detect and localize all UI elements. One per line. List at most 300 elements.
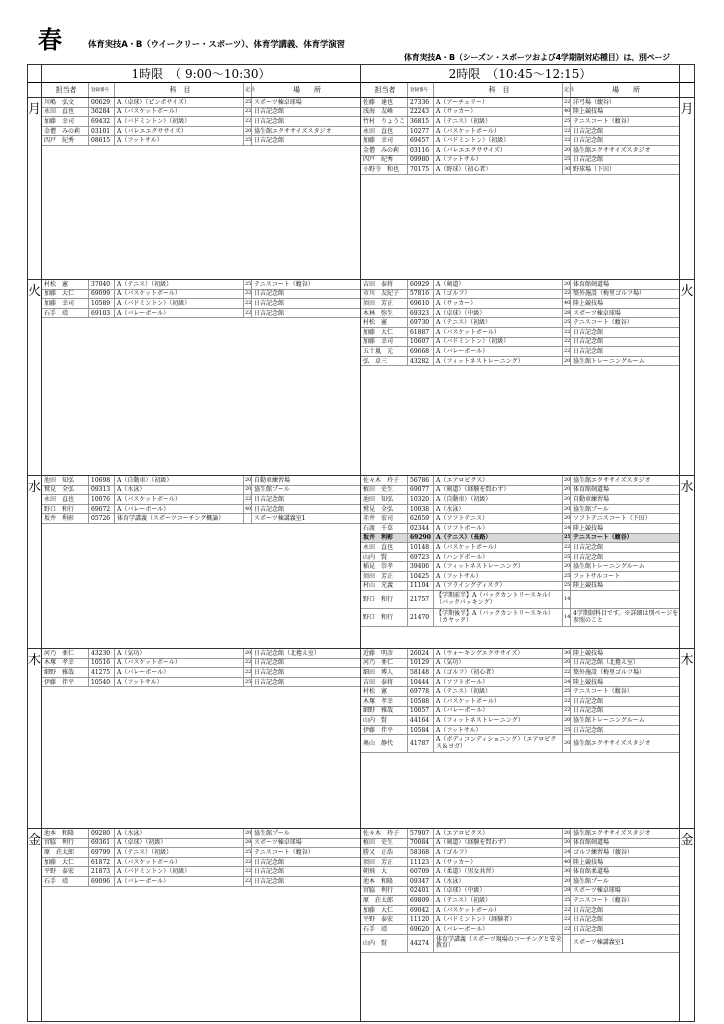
- course-code: 62659: [407, 514, 433, 523]
- course-subject: A（フライングディスク）: [433, 582, 562, 591]
- course-num: 22: [564, 127, 571, 134]
- course-row: [361, 495, 679, 505]
- day-label-left: 月: [28, 98, 42, 280]
- course-code: 10588: [407, 697, 433, 706]
- course-num: 22: [245, 309, 252, 316]
- teacher-name: 稲見 崇孝: [363, 563, 394, 571]
- course-place: 陸上競技場: [570, 524, 679, 533]
- course-subject: A（卓球）（初級）: [114, 839, 243, 848]
- teacher-name: 村松 憲: [44, 280, 69, 288]
- timetable: [27, 64, 695, 1022]
- course-subject: A（サッカー）: [433, 299, 562, 308]
- corner-cell: [680, 65, 695, 83]
- course-subject: A（ソフトボール）: [433, 678, 562, 687]
- course-code: 10516: [88, 659, 114, 668]
- col-teacher: 担当者: [55, 85, 77, 94]
- teacher-name: 加藤 幸司: [44, 117, 75, 125]
- day-1-p1: [42, 280, 361, 476]
- course-num: 20: [562, 735, 570, 752]
- teacher-name: 永田 直也: [44, 108, 75, 116]
- course-subject: A（自動車）（初級）: [114, 476, 243, 485]
- teacher-name: 山内 賢: [363, 939, 388, 947]
- teacher-name: 野口 和行: [363, 596, 394, 604]
- course-subject: A（エアロビクス）: [433, 476, 562, 485]
- course-place: テニスコート（蝮谷）: [570, 117, 679, 126]
- course-code: 69778: [407, 687, 433, 696]
- teacher-name: 村松 憲: [363, 319, 388, 327]
- course-row: [361, 156, 679, 166]
- course-code: 10607: [407, 338, 433, 347]
- course-subject: A（ゴルフ）: [433, 848, 562, 857]
- course-place: 体育館剣道場: [570, 280, 679, 289]
- course-place: 日吉記念館: [570, 136, 679, 145]
- teacher-name: 加藤 大仁: [44, 290, 75, 298]
- course-num: 25: [564, 688, 571, 695]
- teacher-name: 朝飛 大: [363, 868, 388, 876]
- course-num: 22: [245, 290, 252, 297]
- course-num: 20: [564, 716, 571, 723]
- course-row: [361, 328, 679, 338]
- day-3-p2: [361, 649, 680, 829]
- course-num: 25: [564, 726, 571, 733]
- day-label-left: 水: [28, 476, 42, 649]
- course-subject: A（ハンドボール）: [433, 553, 562, 562]
- course-row: [361, 318, 679, 328]
- course-row: [361, 514, 679, 524]
- course-subject: A（フィットネストレーニング）: [433, 357, 562, 366]
- course-row: [361, 117, 679, 127]
- course-code: 10038: [407, 505, 433, 514]
- course-subject: A（フィットネストレーニング）: [433, 716, 562, 725]
- course-row: [42, 659, 360, 669]
- course-place: スポーツ棟卓球場: [570, 887, 679, 896]
- course-num: 25: [564, 553, 571, 560]
- course-num: 22: [564, 137, 571, 144]
- course-num: 20: [245, 486, 252, 493]
- course-row: [361, 524, 679, 534]
- teacher-name: 加藤 幸司: [44, 299, 75, 307]
- course-subject: A（バレーボール）: [433, 925, 562, 934]
- col-code: 登録番号: [407, 83, 433, 97]
- course-subject: A（気功）: [433, 659, 562, 668]
- course-code: 44164: [407, 716, 433, 725]
- course-subject: A（テニス）（初級）: [114, 848, 243, 857]
- course-code: 10425: [407, 572, 433, 581]
- course-code: 10589: [88, 299, 114, 308]
- course-code: 41275: [88, 668, 114, 677]
- course-code: 10129: [407, 659, 433, 668]
- teacher-name: 村山 光義: [363, 582, 394, 590]
- teacher-name: 須田 芳正: [363, 299, 394, 307]
- course-code: 10076: [88, 495, 114, 504]
- course-place: 日吉記念館: [570, 915, 679, 924]
- course-num: 22: [564, 290, 571, 297]
- teacher-name: 四戸 紀秀: [44, 137, 75, 145]
- course-subject: A（フットサル）: [433, 156, 562, 165]
- course-code: 61872: [88, 858, 114, 867]
- course-subject: A（フットサル）: [114, 136, 243, 145]
- course-place: 日吉記念館: [251, 136, 360, 145]
- course-num: [243, 514, 251, 523]
- course-row: [361, 935, 679, 953]
- teacher-name: 永田 直也: [363, 543, 394, 551]
- course-num: 25: [564, 582, 571, 589]
- course-subject: A（テニス）（初級）: [433, 896, 562, 905]
- course-code: 10057: [407, 707, 433, 716]
- course-num: 20: [564, 357, 571, 364]
- course-row: [42, 505, 360, 515]
- teacher-name: 村松 憲: [363, 688, 388, 696]
- course-subject: A（バレーボール）: [114, 877, 243, 886]
- course-code: 43282: [407, 357, 433, 366]
- day-row-fri: [28, 829, 695, 1022]
- course-row: [361, 562, 679, 572]
- course-place: 日吉記念館: [570, 553, 679, 562]
- period-2-label: 2時限 （10:45～12:15）: [361, 65, 680, 83]
- course-num: 20: [564, 515, 571, 522]
- course-num: 22: [564, 916, 571, 923]
- course-row: [361, 687, 679, 697]
- course-row: [361, 848, 679, 858]
- course-row: [42, 117, 360, 127]
- course-row: [361, 906, 679, 916]
- teacher-name: 細野 雅哉: [363, 707, 394, 715]
- corner-cell: [28, 65, 42, 83]
- course-row: [42, 486, 360, 496]
- course-place: 日吉記念館: [251, 858, 360, 867]
- day-row-mon: [28, 98, 695, 280]
- course-place: 日吉記念館: [251, 299, 360, 308]
- course-subject: A（バレエエクササイズ）: [114, 127, 243, 136]
- course-subject: A（ボディコンディショニング）（エアロビクス＆ヨガ）: [433, 735, 562, 752]
- season-label: 春: [38, 25, 62, 54]
- teacher-name: 佐藤 達也: [363, 98, 394, 106]
- course-code: 60709: [407, 867, 433, 876]
- teacher-name: 池田 知弘: [363, 495, 394, 503]
- course-place: 自動車練習場: [251, 476, 360, 485]
- course-num: 22: [564, 925, 571, 932]
- course-num: 22: [564, 328, 571, 335]
- course-place: 日吉記念館: [570, 543, 679, 552]
- course-subject: A（テニス）（初級）: [433, 117, 562, 126]
- course-subject: A（バレーボール）: [114, 668, 243, 677]
- course-row: [361, 299, 679, 309]
- teacher-name: 山内 賢: [363, 716, 388, 724]
- course-subject: A（バレエエクササイズ）: [433, 146, 562, 155]
- course-place: 日吉記念館: [251, 877, 360, 886]
- course-row: [361, 915, 679, 925]
- course-place: 日吉記念館: [251, 867, 360, 876]
- course-num: 20: [245, 476, 252, 483]
- course-num: 25: [564, 572, 571, 579]
- course-place: 協生館トレーニングルーム: [570, 562, 679, 571]
- course-place: 洋弓場（蝮谷）: [570, 98, 679, 107]
- col-place: 場 所: [251, 83, 360, 97]
- course-code: 36815: [407, 117, 433, 126]
- course-row: [42, 136, 360, 146]
- course-code: 10698: [88, 476, 114, 485]
- course-subject: A（野球）（初心者）: [433, 165, 562, 174]
- day-0-p1: [42, 98, 361, 280]
- day-label-right: 木: [680, 649, 695, 829]
- teacher-name: 伊藤 伴平: [44, 678, 75, 686]
- course-code: 03116: [407, 146, 433, 155]
- course-place: 陸上競技場: [570, 649, 679, 658]
- teacher-name: 近藤 明彦: [363, 649, 394, 657]
- course-subject: 体育学講義（スポーツ現場のコーチングと安全教育）: [433, 935, 562, 952]
- course-code: 43230: [88, 649, 114, 658]
- course-code: 10320: [407, 495, 433, 504]
- course-row: [361, 309, 679, 319]
- course-num: 40: [564, 108, 571, 115]
- course-num: 25: [564, 319, 571, 326]
- course-subject: A（バスケットボール）: [114, 495, 243, 504]
- course-num: 40: [564, 858, 571, 865]
- course-code: 69361: [88, 839, 114, 848]
- teacher-name: 鷲見 全弘: [44, 486, 75, 494]
- course-place: 協生館エクササイズスタジオ: [251, 127, 360, 136]
- course-row: [42, 848, 360, 858]
- course-subject: A（バドミントン）（初級）: [114, 867, 243, 876]
- course-subject: A（サッカー）: [433, 858, 562, 867]
- course-row: [361, 108, 679, 118]
- course-num: 20: [564, 146, 571, 153]
- course-num: 22: [564, 668, 571, 675]
- course-subject: A（バレーボール）: [114, 505, 243, 514]
- course-num: 22: [245, 659, 252, 666]
- course-num: 22: [245, 668, 252, 675]
- teacher-name: 吉田 泰将: [363, 678, 394, 686]
- col-code: 登録番号: [88, 83, 114, 97]
- course-code: 36284: [88, 108, 114, 117]
- course-row: [361, 476, 679, 486]
- course-row: [42, 877, 360, 887]
- course-num: 28: [564, 887, 571, 894]
- course-num: 25: [245, 678, 252, 685]
- course-row: [361, 867, 679, 877]
- course-num: 20: [245, 829, 252, 836]
- course-row: [361, 127, 679, 137]
- teacher-name: 原 荘太郎: [363, 896, 394, 904]
- course-place: 日吉記念館（北捲え室）: [570, 659, 679, 668]
- course-place: 日吉記念館（北捲え室）: [251, 649, 360, 658]
- teacher-name: 浅海 友峰: [363, 108, 394, 116]
- course-code: 21757: [407, 591, 433, 608]
- course-code: 69077: [407, 486, 433, 495]
- course-num: 14: [562, 609, 570, 626]
- day-row-wed: [28, 476, 695, 649]
- course-row: [361, 877, 679, 887]
- course-num: 20: [245, 127, 252, 134]
- course-row: [361, 678, 679, 688]
- course-place: 日吉記念館: [570, 707, 679, 716]
- course-code: 09980: [407, 156, 433, 165]
- course-subject: A（バスケットボール）: [433, 127, 562, 136]
- teacher-name: 加藤 大仁: [363, 328, 394, 336]
- course-num: 22: [564, 906, 571, 913]
- teacher-name: 野口 和行: [44, 505, 75, 513]
- course-place: 日吉記念館: [570, 127, 679, 136]
- course-row: [42, 98, 360, 108]
- course-subject: A（ウォーキングエクササイズ）: [433, 649, 562, 658]
- course-row: [361, 697, 679, 707]
- teacher-name: 奥山 静代: [363, 740, 394, 748]
- course-row: [361, 735, 679, 753]
- course-code: 69099: [88, 290, 114, 299]
- course-num: 22: [564, 707, 571, 714]
- period-1-label: 1時限 （ 9:00～10:30）: [42, 65, 361, 83]
- teacher-name: 佐々木 玲子: [363, 829, 400, 837]
- course-code: 11120: [407, 915, 433, 924]
- col-place: 場 所: [570, 83, 679, 97]
- col-num: 定員: [243, 83, 251, 97]
- course-code: 69290: [407, 534, 433, 543]
- course-subject: A（バドミントン）（経験者）: [433, 915, 562, 924]
- course-place: テニスコート（蝮谷）: [251, 280, 360, 289]
- course-num: 30: [564, 868, 571, 875]
- day-label-right: 金: [680, 829, 695, 1022]
- teacher-name: 石手 靖: [44, 877, 69, 885]
- course-code: 69042: [407, 906, 433, 915]
- teacher-name: 永田 直也: [363, 127, 394, 135]
- course-code: 10148: [407, 543, 433, 552]
- course-code: 39406: [407, 562, 433, 571]
- course-num: 24: [564, 848, 571, 855]
- course-num: 28: [245, 839, 252, 846]
- course-subject: A（バドミントン）（初級）: [114, 117, 243, 126]
- teacher-name: 平野 泰宏: [363, 916, 394, 924]
- course-row: [42, 668, 360, 678]
- course-place: スポーツ棟講義室1: [251, 514, 360, 523]
- course-num: 20: [564, 486, 571, 493]
- course-row: [42, 299, 360, 309]
- teacher-name: 弘 卓三: [363, 357, 388, 365]
- course-num: 30: [564, 649, 571, 656]
- teacher-name: 石渡 千草: [363, 524, 394, 532]
- course-num: 22: [245, 495, 252, 502]
- course-subject: A（自動車）（初級）: [433, 495, 562, 504]
- course-num: 20: [564, 495, 571, 502]
- course-row: [361, 707, 679, 717]
- course-subject: A（バレーボール）: [433, 347, 562, 356]
- course-code: 69723: [407, 553, 433, 562]
- course-code: 70084: [407, 839, 433, 848]
- course-subject: A（フットサル）: [433, 572, 562, 581]
- course-place: 日吉記念館: [570, 697, 679, 706]
- course-code: 69432: [88, 117, 114, 126]
- course-place: 協生館エクササイズスタジオ: [570, 146, 679, 155]
- col-subject: 科 目: [114, 83, 243, 97]
- course-code: 26024: [407, 649, 433, 658]
- course-code: 09347: [407, 877, 433, 886]
- course-code: 22243: [407, 108, 433, 117]
- course-code: 11104: [407, 582, 433, 591]
- teacher-name: 池田 知弘: [44, 476, 75, 484]
- course-num: 20: [564, 505, 571, 512]
- course-subject: A（卓球）（中級）: [433, 309, 562, 318]
- course-num: 25: [564, 117, 571, 124]
- teacher-name: 坂井 利彰: [44, 515, 75, 523]
- course-place: 協生館トレーニングルーム: [570, 357, 679, 366]
- course-place: テニスコート（蝮谷）: [251, 848, 360, 857]
- course-num: 14: [562, 591, 570, 608]
- course-place: 自動車練習場: [570, 495, 679, 504]
- teacher-name: 伊藤 伴平: [363, 726, 394, 734]
- col-subject: 科 目: [433, 83, 562, 97]
- course-subject: A（バスケットボール）: [433, 543, 562, 552]
- teacher-name: 宮脇 利行: [44, 839, 75, 847]
- course-place: 協生館プール: [251, 486, 360, 495]
- course-subject: A（サッカー）: [433, 108, 562, 117]
- course-num: 22: [245, 117, 252, 124]
- teacher-name: 鷲見 全弘: [363, 505, 394, 513]
- course-row: [361, 290, 679, 300]
- course-num: 25: [245, 137, 252, 144]
- column-header-row: [28, 83, 695, 98]
- course-subject: A（水泳）: [433, 877, 562, 886]
- course-num: [562, 935, 570, 952]
- course-place: テニスコート（蝮谷）: [570, 687, 679, 696]
- course-code: 69457: [407, 136, 433, 145]
- course-row: [361, 649, 679, 659]
- course-subject: A（バレーボール）: [433, 707, 562, 716]
- teacher-name: 河乃 亜仁: [363, 659, 394, 667]
- teacher-name: 野口 和行: [363, 614, 394, 622]
- course-num: 22: [564, 543, 571, 550]
- course-row: [42, 839, 360, 849]
- course-row: [361, 347, 679, 357]
- course-subject: A（バスケットボール）: [114, 659, 243, 668]
- course-place: 日吉記念館: [251, 668, 360, 677]
- course-place: 協生館プール: [251, 829, 360, 838]
- course-subject: A（エアロビクス）: [433, 829, 562, 838]
- course-subject: A（バスケットボール）: [114, 858, 243, 867]
- course-row: [361, 887, 679, 897]
- course-subject: A（水泳）: [433, 505, 562, 514]
- teacher-name: 須田 芳正: [363, 858, 394, 866]
- course-num: 40: [245, 505, 252, 512]
- col-num: 定員: [562, 83, 570, 97]
- course-place: 日吉記念館: [570, 338, 679, 347]
- day-label-right: 火: [680, 280, 695, 476]
- course-num: 20: [564, 476, 571, 483]
- teacher-name: 植田 史生: [363, 839, 394, 847]
- course-row: [42, 514, 360, 524]
- course-num: 22: [245, 108, 252, 115]
- teacher-name: 加藤 幸司: [363, 338, 394, 346]
- course-code: 10540: [88, 678, 114, 687]
- course-row: [42, 649, 360, 659]
- course-row: [361, 357, 679, 367]
- course-subject: A（水泳）: [114, 829, 243, 838]
- course-code: 08615: [88, 136, 114, 145]
- course-subject: A（バスケットボール）: [433, 697, 562, 706]
- course-code: 69668: [407, 347, 433, 356]
- course-row: [361, 829, 679, 839]
- day-4-p1: [42, 829, 361, 1022]
- course-place: ゴルフ練習場（蝮谷）: [570, 848, 679, 857]
- course-num: 25: [245, 280, 252, 287]
- course-code: 69730: [407, 318, 433, 327]
- course-subject: 【学期後半】A（バックカントリースキル）（カヤック）: [433, 609, 562, 626]
- course-row: [42, 867, 360, 877]
- teacher-name: 竹村 りょうこ: [363, 117, 406, 125]
- teacher-name: 細田 博人: [363, 668, 394, 676]
- course-subject: A（テニス）（初級）: [433, 687, 562, 696]
- course-place: 陸上競技場: [570, 108, 679, 117]
- course-row: [361, 716, 679, 726]
- course-place: 協生館エクササイズスタジオ: [570, 476, 679, 485]
